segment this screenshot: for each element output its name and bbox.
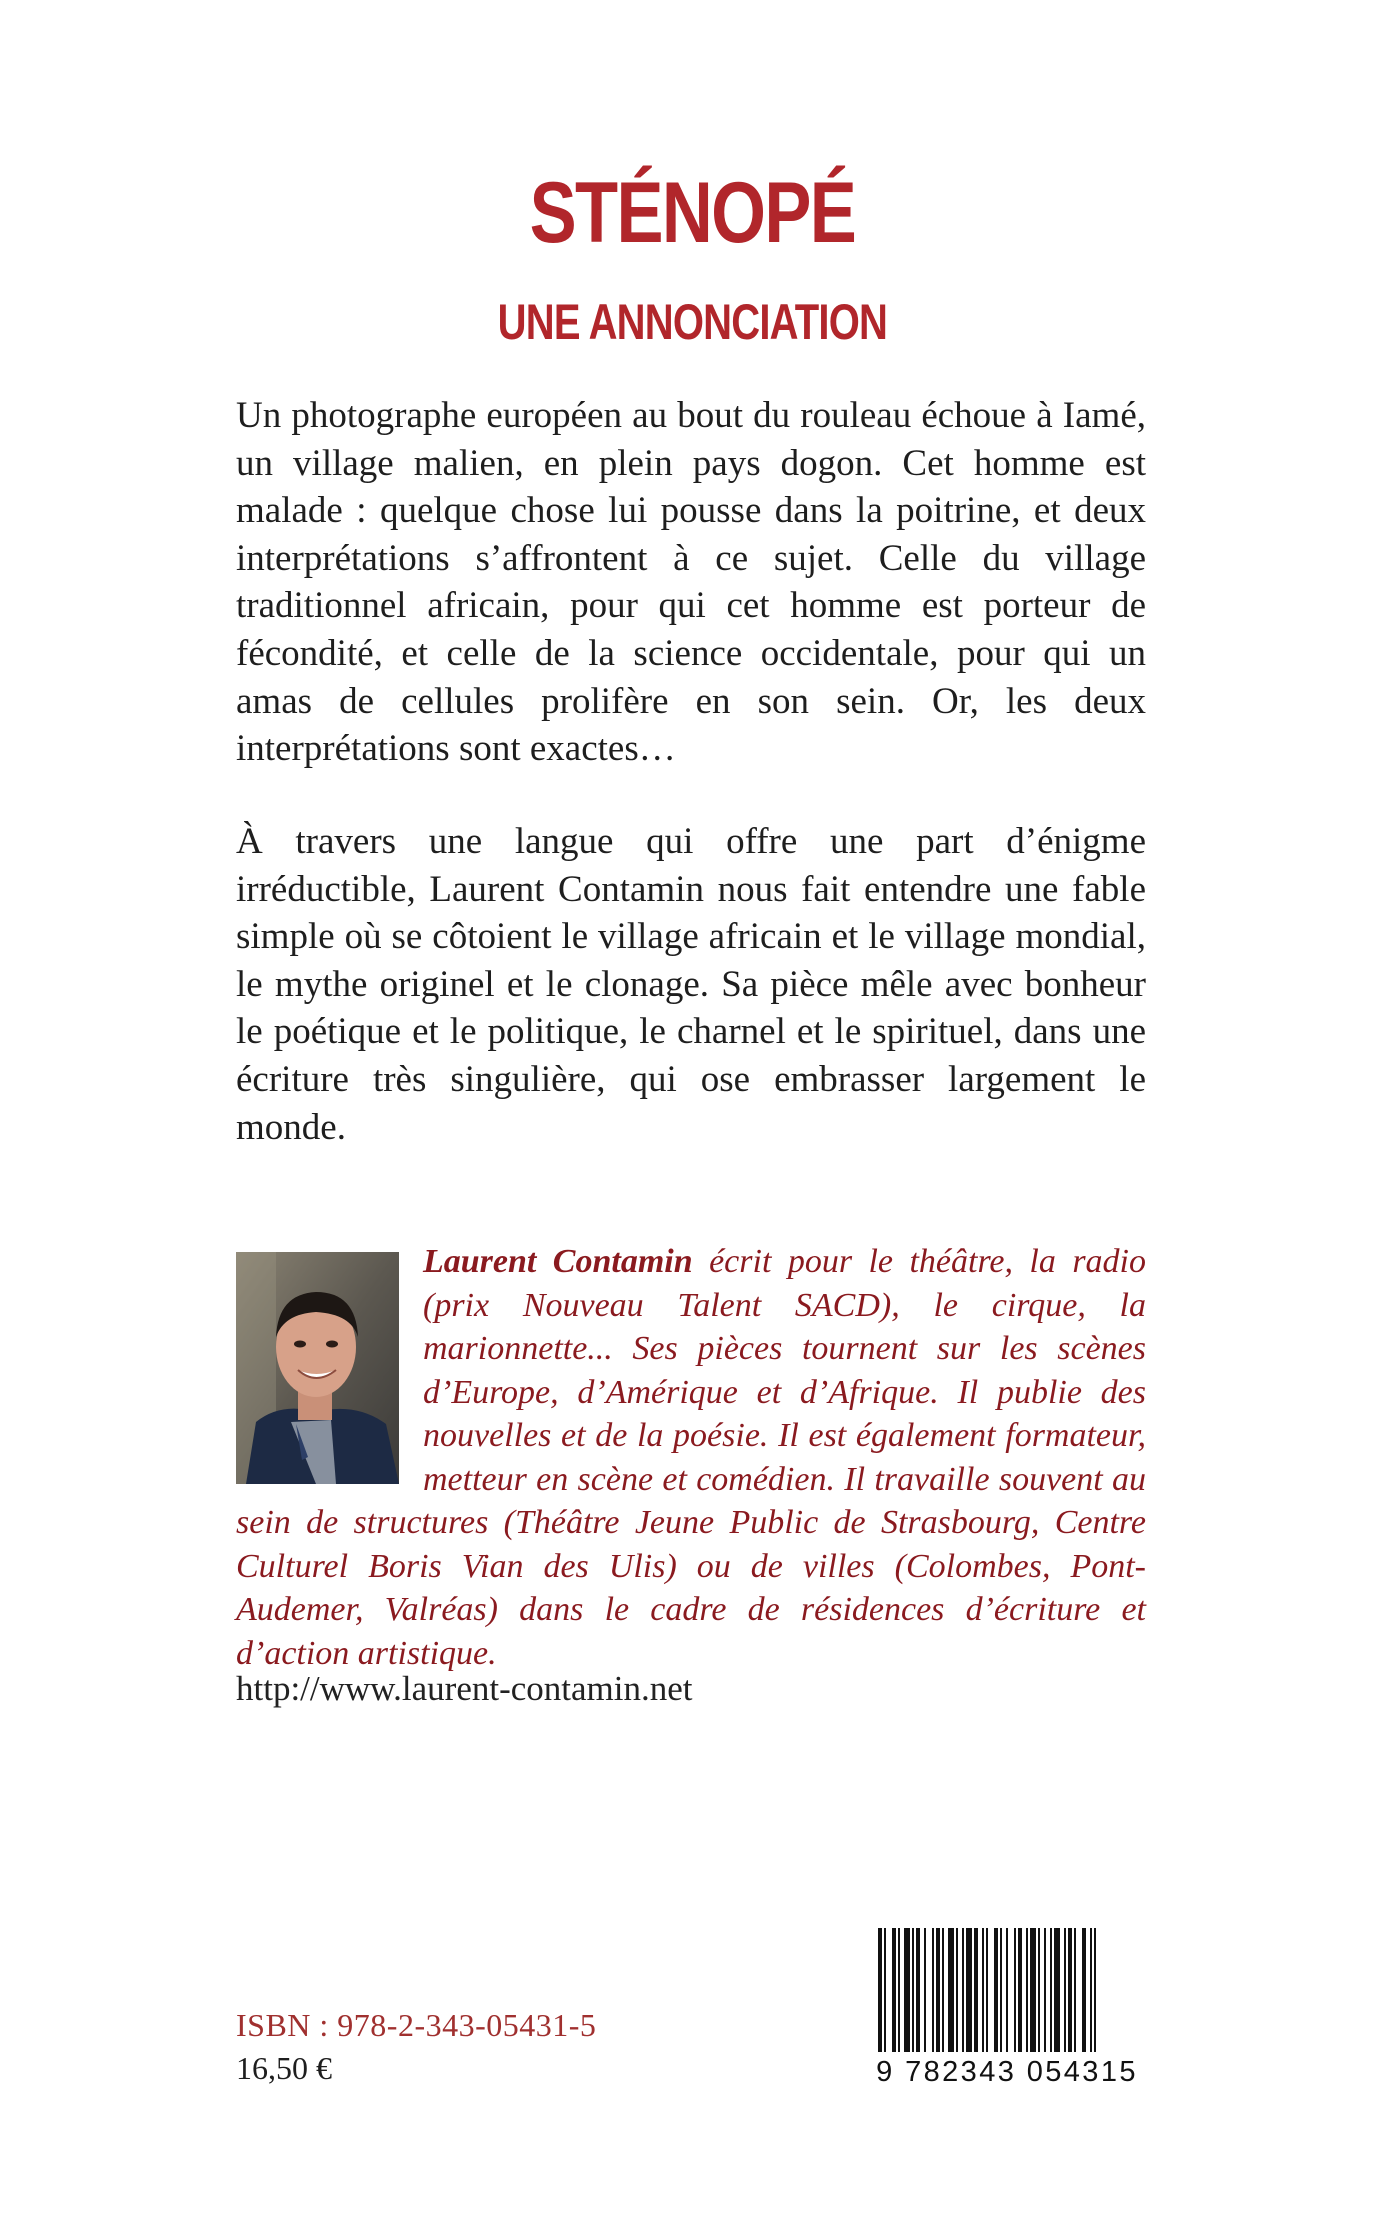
- barcode-bar: [966, 1928, 972, 2052]
- barcode-bar: [916, 1928, 920, 2052]
- barcode-bar: [1044, 1928, 1046, 2052]
- barcode-bar: [1000, 1928, 1002, 2052]
- author-bio: [236, 1240, 1146, 1675]
- author-photo: [236, 1252, 399, 1484]
- barcode-bar: [1090, 1928, 1092, 2052]
- barcode-bar: [1006, 1928, 1008, 2052]
- summary-paragraph-2: À travers une langue qui offre une part d’énigme irréductible, Laurent Contamin nous fait entendre une fable simple où se côtoient le village africain et le village mondial, le mythe originel et le clonage. Sa pièce mêle avec bonheur le poétique et le politique, le charnel et le spirituel, dans une écriture très singulière, qui ose embrasser largement le monde.: [236, 821, 1146, 1148]
- barcode-bar: [904, 1928, 910, 2052]
- barcode-bar: [962, 1928, 964, 2052]
- author-bio-text: écrit pour le théâtre, la radio (prix Nouveau Talent SACD), le cirque, la marionnette... Ses pièces tournent sur les scènes d’Europe, d’Amérique et d’Afrique. Il publie des nouvelles et de la poésie. Il est également formateur, metteur en scène et comédien. Il travaille souvent au sein de structures (Théâtre Jeune Public de Strasbourg, Centre Culturel Boris Vian des Ulis) ou de villes (Colombes, Pont-Audemer, Valréas) dans le cadre de résidences d’écriture et d’action artistique.: [236, 1243, 1146, 1672]
- barcode: [858, 1928, 1156, 2088]
- book-title: STÉNOPÉ: [529, 164, 856, 261]
- barcode-bar: [1030, 1928, 1036, 2052]
- barcode-bar: [898, 1928, 900, 2052]
- barcode-bar: [884, 1928, 886, 2052]
- barcode-bar: [986, 1928, 988, 2052]
- barcode-bar: [878, 1928, 882, 2052]
- author-name: Laurent Contamin: [423, 1243, 693, 1280]
- barcode-bar: [1068, 1928, 1072, 2052]
- author-website[interactable]: http://www.laurent-contamin.net: [236, 1669, 693, 1708]
- isbn: ISBN : 978-2-343-05431-5: [236, 2007, 597, 2043]
- barcode-digits: 9 782343 054315: [876, 2056, 1138, 2088]
- barcode-bar: [974, 1928, 978, 2052]
- price: 16,50 €: [236, 2050, 332, 2086]
- barcode-bar: [1018, 1928, 1022, 2052]
- barcode-bar: [912, 1928, 914, 2052]
- barcode-bar: [1082, 1928, 1086, 2052]
- barcode-bar: [932, 1928, 934, 2052]
- barcode-bar: [936, 1928, 940, 2052]
- barcode-bar: [1094, 1928, 1096, 2052]
- summary-paragraph-1: Un photographe européen au bout du rouleau échoue à Iamé, un village malien, en plein pays dogon. Cet homme est malade : quelque chose lui pousse dans la poitrine, et deux interprétations s’affrontent à ce sujet. Celle du village traditionnel africain, pour qui cet homme est porteur de fécondité, et celle de la science occidentale, pour qui un amas de cellules prolifère en son sein. Or, les deux interprétations sont exactes…: [236, 395, 1146, 770]
- barcode-bar: [948, 1928, 954, 2052]
- book-subtitle: UNE ANNONCIATION: [497, 293, 888, 350]
- barcode-bar: [1026, 1928, 1028, 2052]
- barcode-bar: [956, 1928, 958, 2052]
- barcode-bars-icon: [878, 1928, 1136, 2052]
- barcode-bar: [1050, 1928, 1052, 2052]
- barcode-bar: [1064, 1928, 1066, 2052]
- barcode-bar: [1014, 1928, 1016, 2052]
- barcode-bar: [892, 1928, 896, 2052]
- barcode-bar: [982, 1928, 984, 2052]
- barcode-bar: [924, 1928, 926, 2052]
- barcode-bar: [942, 1928, 944, 2052]
- barcode-bar: [994, 1928, 998, 2052]
- barcode-bar: [1074, 1928, 1076, 2052]
- barcode-bar: [1054, 1928, 1060, 2052]
- barcode-bar: [1038, 1928, 1040, 2052]
